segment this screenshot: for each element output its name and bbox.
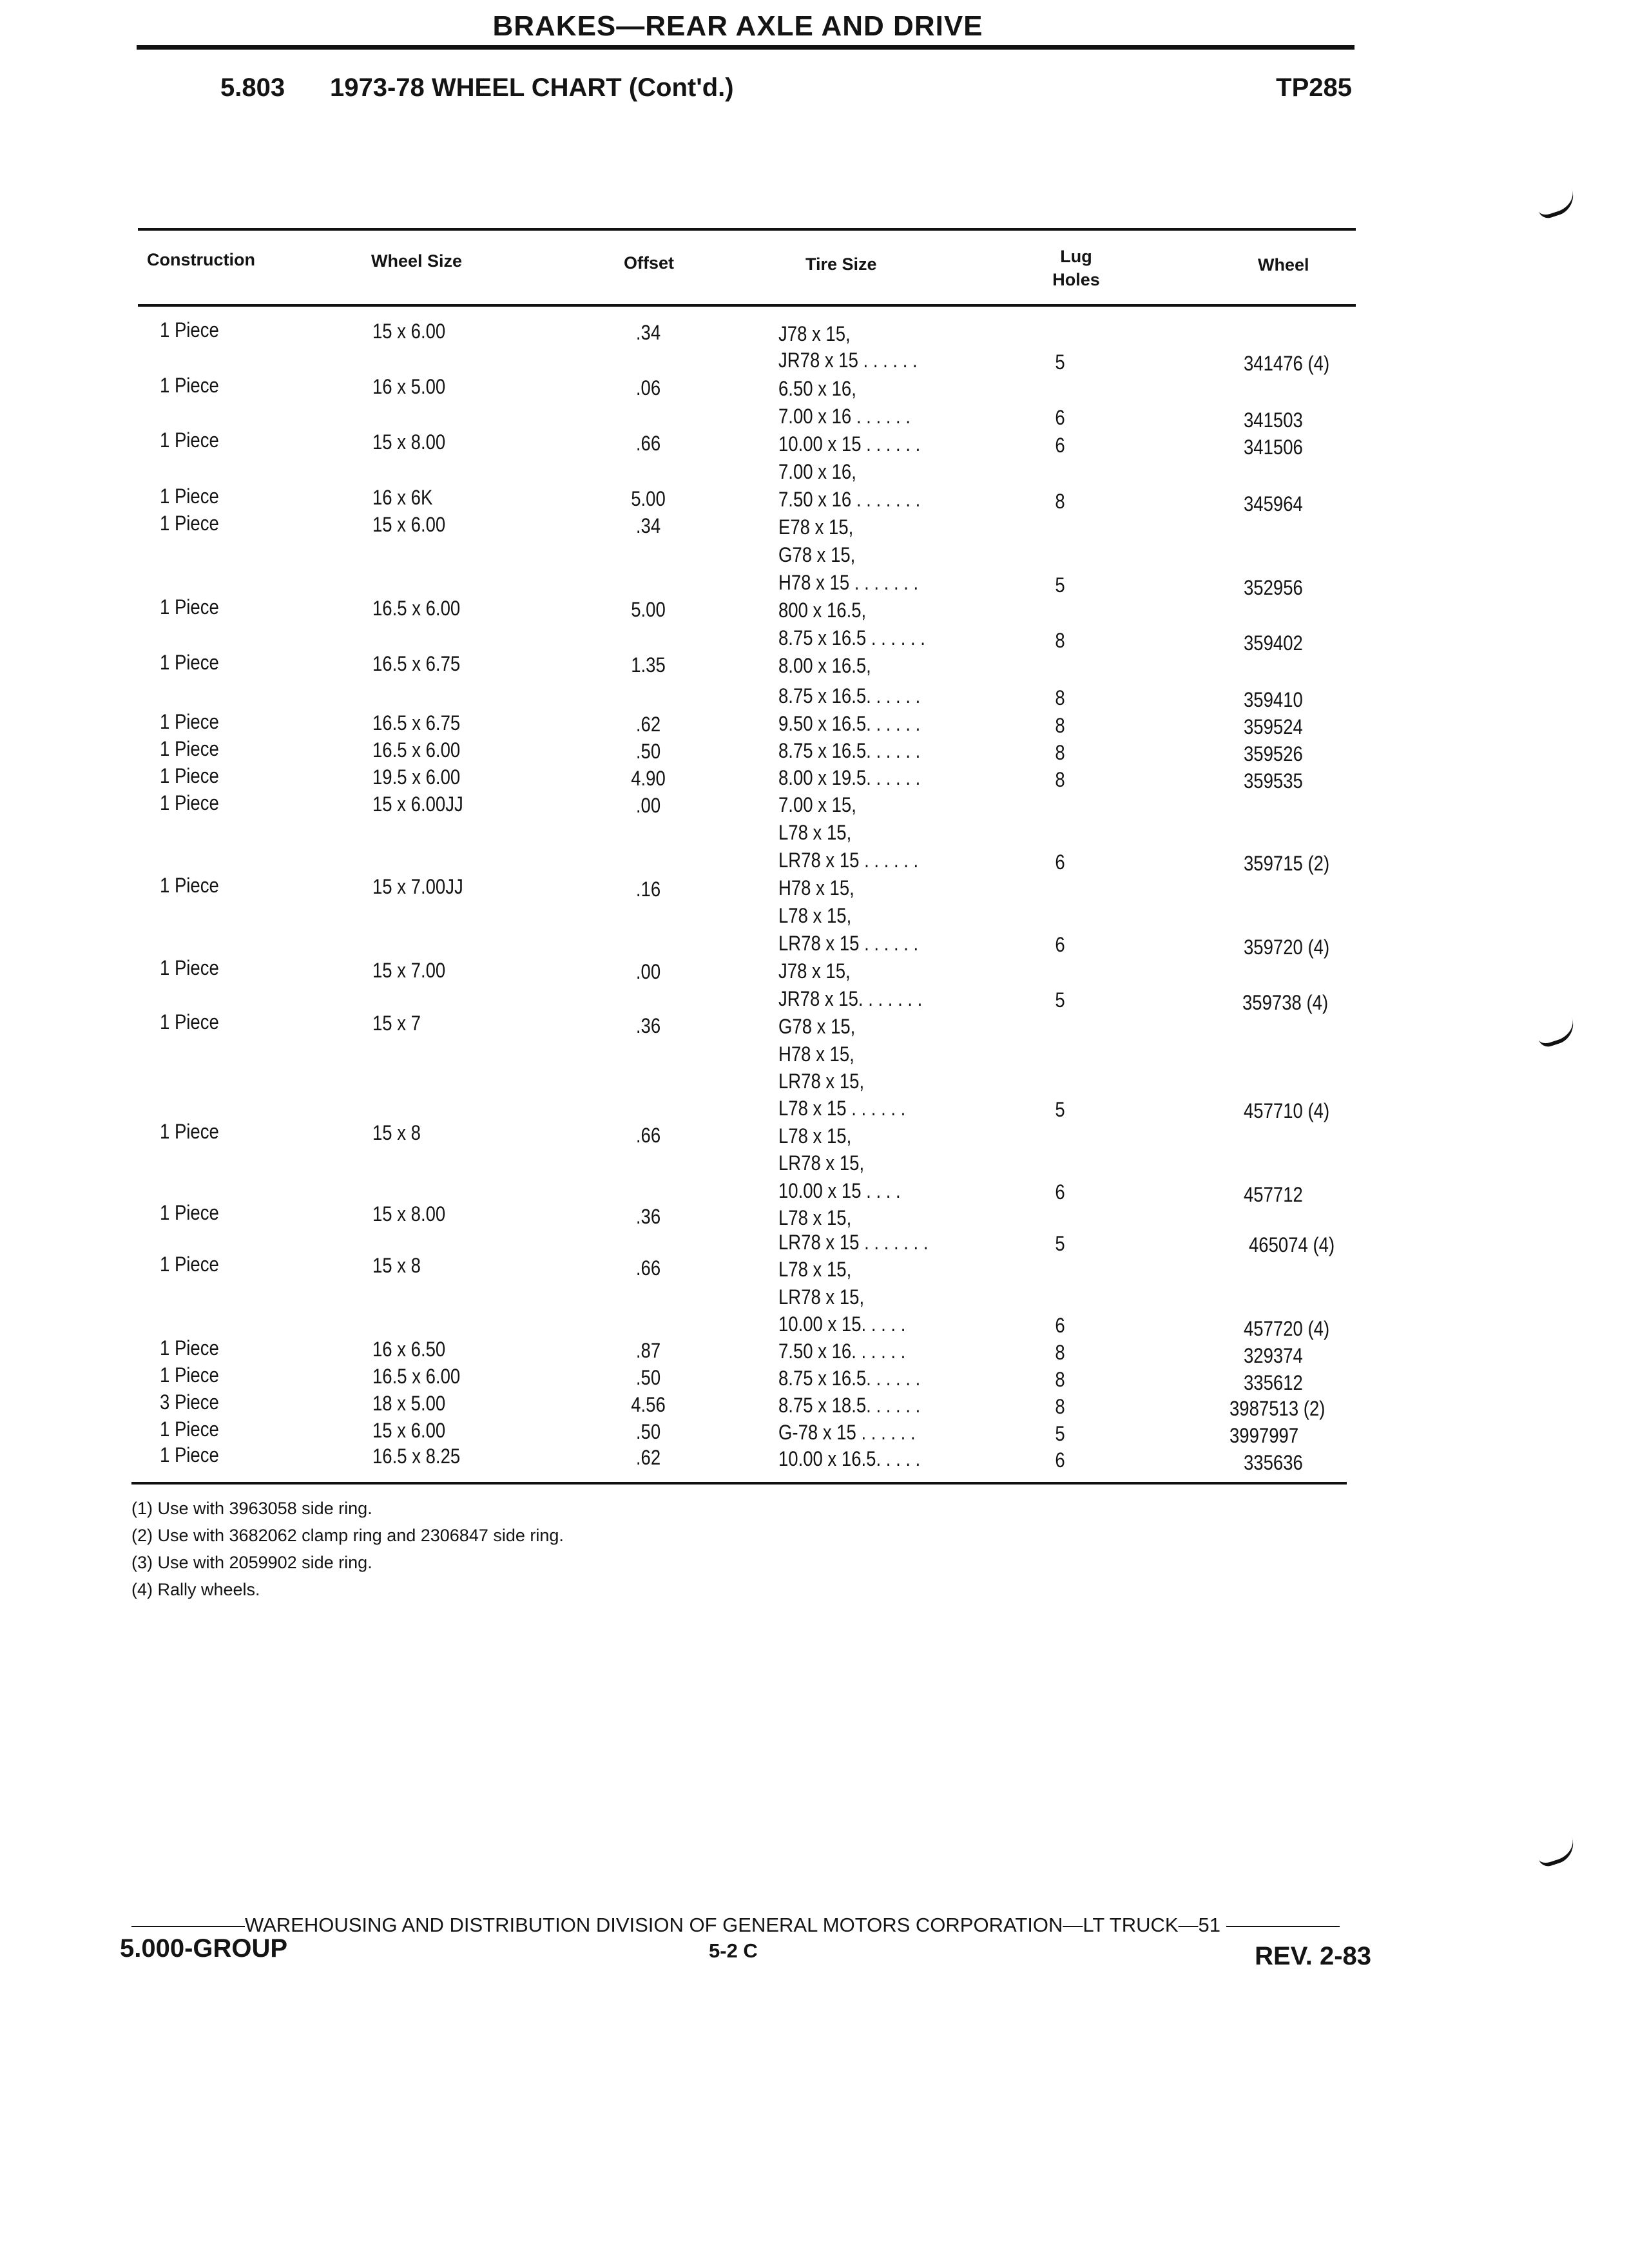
- footnote: (1) Use with 3963058 side ring.: [131, 1499, 372, 1518]
- offset-cell: .00: [635, 794, 661, 817]
- wheel-size-cell: 15 x 7.00JJ: [372, 875, 463, 898]
- page-code: TP285: [1276, 73, 1352, 102]
- construction-cell: 1 Piece: [160, 512, 219, 535]
- wheel-size-cell: 15 x 6.00: [372, 320, 446, 343]
- footer-dash-right: [1226, 1926, 1340, 1927]
- wheel-size-cell: 16 x 6K: [372, 486, 433, 509]
- tire-size-cell: L78 x 15,: [778, 1206, 852, 1229]
- table-header-rule: [138, 304, 1356, 307]
- tire-size-cell: 7.00 x 16 . . . . . .: [778, 405, 911, 428]
- wheel-part-cell: 341476 (4): [1244, 352, 1330, 375]
- margin-tick-mark: [1536, 1838, 1579, 1869]
- lug-holes-cell: 6: [1055, 850, 1065, 874]
- tire-size-cell: LR78 x 15,: [778, 1151, 865, 1175]
- wheel-part-cell: 457710 (4): [1244, 1099, 1330, 1122]
- wheel-part-cell: 465074 (4): [1249, 1233, 1335, 1256]
- wheel-part-cell: 457720 (4): [1244, 1317, 1330, 1340]
- tire-size-cell: 9.50 x 16.5. . . . . .: [778, 712, 921, 735]
- wheel-part-cell: 359715 (2): [1244, 852, 1330, 875]
- offset-cell: 1.35: [631, 653, 666, 677]
- wheel-size-cell: 15 x 8: [372, 1254, 421, 1277]
- footer-group: 5.000-GROUP: [120, 1934, 288, 1963]
- wheel-size-cell: 16.5 x 6.75: [372, 711, 461, 735]
- column-header-lug-holes: [1044, 245, 1108, 291]
- wheel-size-cell: 15 x 7.00: [372, 959, 446, 982]
- offset-cell: .34: [635, 321, 661, 344]
- wheel-size-cell: 16.5 x 6.75: [372, 652, 461, 675]
- tire-size-cell: LR78 x 15 . . . . . .: [778, 932, 919, 955]
- wheel-part-cell: 359524: [1244, 715, 1303, 738]
- tire-size-cell: LR78 x 15 . . . . . . .: [778, 1231, 929, 1254]
- tire-size-cell: L78 x 15 . . . . . .: [778, 1097, 906, 1120]
- wheel-size-cell: 16 x 6.50: [372, 1338, 446, 1361]
- footer-revision: REV. 2-83: [1255, 1942, 1371, 1970]
- lug-holes-cell: 5: [1055, 988, 1065, 1012]
- lug-holes-cell: 6: [1055, 1314, 1065, 1337]
- construction-cell: 1 Piece: [160, 791, 219, 814]
- tire-size-cell: 7.50 x 16 . . . . . . .: [778, 488, 921, 511]
- tire-size-cell: LR78 x 15,: [778, 1285, 865, 1309]
- margin-tick-mark: [1536, 189, 1579, 221]
- lug-holes-cell: 6: [1055, 1448, 1065, 1472]
- wheel-part-cell: 359410: [1244, 688, 1303, 711]
- tire-size-cell: 10.00 x 16.5. . . . .: [778, 1447, 921, 1470]
- wheel-part-cell: 329374: [1244, 1344, 1303, 1367]
- tire-size-cell: E78 x 15,: [778, 515, 854, 539]
- tire-size-cell: 8.00 x 16.5,: [778, 654, 871, 677]
- column-header-construction: Construction: [147, 250, 255, 269]
- lug-holes-cell: 5: [1055, 1232, 1065, 1255]
- column-header-lug-holes-line1: Lug: [1060, 247, 1092, 266]
- column-header-wheel-size: Wheel Size: [371, 251, 463, 271]
- wheel-part-cell: 3997997: [1229, 1424, 1299, 1447]
- offset-cell: 5.00: [631, 487, 666, 510]
- footer-dash-left: [131, 1926, 245, 1927]
- header-rule: [137, 45, 1354, 50]
- wheel-size-cell: 16.5 x 6.00: [372, 738, 461, 762]
- wheel-part-cell: 359738 (4): [1242, 991, 1329, 1014]
- table-top-rule: [138, 228, 1356, 231]
- offset-cell: .62: [635, 713, 661, 736]
- wheel-part-cell: 359402: [1244, 631, 1303, 655]
- tire-size-cell: LR78 x 15,: [778, 1070, 865, 1093]
- footer-publisher-text: WAREHOUSING AND DISTRIBUTION DIVISION OF GENERAL MOTORS CORPORATION—LT TRUCK—51: [245, 1914, 1221, 1936]
- wheel-part-cell: 341506: [1244, 436, 1303, 459]
- tire-size-cell: JR78 x 15 . . . . . .: [778, 349, 918, 372]
- construction-cell: 1 Piece: [160, 1010, 219, 1033]
- wheel-size-cell: 15 x 7: [372, 1012, 421, 1035]
- footer-page-number: 5-2 C: [709, 1939, 758, 1962]
- construction-cell: 1 Piece: [160, 764, 219, 787]
- lug-holes-cell: 6: [1055, 406, 1065, 429]
- construction-cell: 1 Piece: [160, 1443, 219, 1466]
- offset-cell: .36: [635, 1205, 661, 1228]
- construction-cell: 1 Piece: [160, 485, 219, 508]
- footnote: (4) Rally wheels.: [131, 1580, 260, 1599]
- wheel-size-cell: 16.5 x 6.00: [372, 1365, 461, 1388]
- offset-cell: .50: [635, 1420, 661, 1443]
- header-title: BRAKES—REAR AXLE AND DRIVE: [492, 10, 983, 42]
- column-header-wheel: Wheel: [1258, 255, 1309, 274]
- margin-tick-mark: [1536, 1018, 1579, 1050]
- wheel-size-cell: 19.5 x 6.00: [372, 765, 461, 789]
- tire-size-cell: 10.00 x 15 . . . .: [778, 1179, 901, 1202]
- wheel-size-cell: 16.5 x 6.00: [372, 597, 461, 620]
- offset-cell: .06: [635, 376, 661, 399]
- tire-size-cell: 800 x 16.5,: [778, 599, 867, 622]
- tire-size-cell: L78 x 15,: [778, 821, 852, 844]
- construction-cell: 1 Piece: [160, 1201, 219, 1224]
- lug-holes-cell: 8: [1055, 741, 1065, 764]
- offset-cell: .16: [635, 878, 661, 901]
- offset-cell: 4.90: [631, 767, 666, 790]
- section-number: 5.803: [220, 73, 285, 102]
- wheel-part-cell: 335612: [1244, 1371, 1303, 1394]
- offset-cell: .50: [635, 1366, 661, 1389]
- tire-size-cell: L78 x 15,: [778, 1258, 852, 1281]
- offset-cell: 5.00: [631, 598, 666, 621]
- construction-cell: 1 Piece: [160, 318, 219, 341]
- wheel-size-cell: 15 x 8.00: [372, 1202, 446, 1225]
- wheel-size-cell: 15 x 6.00: [372, 513, 446, 536]
- offset-cell: .36: [635, 1014, 661, 1037]
- construction-cell: 1 Piece: [160, 710, 219, 733]
- footnote: (2) Use with 3682062 clamp ring and 2306847 side ring.: [131, 1526, 564, 1545]
- offset-cell: .87: [635, 1339, 661, 1362]
- construction-cell: 1 Piece: [160, 1253, 219, 1276]
- construction-cell: 1 Piece: [160, 737, 219, 760]
- lug-holes-cell: 5: [1055, 573, 1065, 597]
- table-bottom-rule: [131, 1482, 1347, 1485]
- wheel-part-cell: 341503: [1244, 408, 1303, 432]
- construction-cell: 1 Piece: [160, 874, 219, 897]
- offset-cell: .66: [635, 432, 661, 455]
- wheel-part-cell: 359720 (4): [1244, 936, 1330, 959]
- tire-size-cell: J78 x 15,: [778, 322, 851, 345]
- wheel-part-cell: 359526: [1244, 742, 1303, 765]
- construction-cell: 1 Piece: [160, 956, 219, 979]
- wheel-size-cell: 16 x 5.00: [372, 375, 446, 398]
- construction-cell: 3 Piece: [160, 1390, 219, 1414]
- wheel-size-cell: 15 x 6.00: [372, 1419, 446, 1442]
- column-header-offset: Offset: [624, 253, 675, 273]
- wheel-part-cell: 457712: [1244, 1183, 1303, 1206]
- tire-size-cell: H78 x 15,: [778, 1043, 854, 1066]
- tire-size-cell: LR78 x 15 . . . . . .: [778, 849, 919, 872]
- tire-size-cell: 10.00 x 15 . . . . . .: [778, 432, 921, 456]
- tire-size-cell: 7.00 x 15,: [778, 793, 856, 816]
- footnote: (3) Use with 2059902 side ring.: [131, 1553, 372, 1572]
- lug-holes-cell: 5: [1055, 1422, 1065, 1445]
- wheel-part-cell: 359535: [1244, 769, 1303, 793]
- tire-size-cell: J78 x 15,: [778, 959, 851, 983]
- lug-holes-cell: 6: [1055, 933, 1065, 956]
- tire-size-cell: 7.50 x 16. . . . . .: [778, 1340, 906, 1363]
- tire-size-cell: L78 x 15,: [778, 904, 852, 927]
- tire-size-cell: 8.75 x 18.5. . . . . .: [778, 1394, 921, 1417]
- construction-cell: 1 Piece: [160, 428, 219, 452]
- construction-cell: 1 Piece: [160, 651, 219, 674]
- lug-holes-cell: 8: [1055, 629, 1065, 652]
- lug-holes-cell: 8: [1055, 714, 1065, 737]
- lug-holes-cell: 8: [1055, 1395, 1065, 1418]
- wheel-size-cell: 16.5 x 8.25: [372, 1445, 461, 1468]
- tire-size-cell: 8.75 x 16.5. . . . . .: [778, 1367, 921, 1390]
- construction-cell: 1 Piece: [160, 1336, 219, 1360]
- wheel-size-cell: 18 x 5.00: [372, 1392, 446, 1415]
- tire-size-cell: 7.00 x 16,: [778, 460, 856, 483]
- tire-size-cell: 8.75 x 16.5. . . . . .: [778, 739, 921, 762]
- lug-holes-cell: 5: [1055, 351, 1065, 374]
- section-title: 1973-78 WHEEL CHART (Cont'd.): [330, 73, 734, 102]
- tire-size-cell: H78 x 15 . . . . . . .: [778, 571, 919, 594]
- lug-holes-cell: 8: [1055, 768, 1065, 791]
- column-header-tire-size: Tire Size: [805, 255, 877, 274]
- lug-holes-cell: 8: [1055, 1341, 1065, 1364]
- tire-size-cell: 6.50 x 16,: [778, 377, 856, 400]
- tire-size-cell: 8.75 x 16.5. . . . . .: [778, 684, 921, 707]
- offset-cell: 4.56: [631, 1393, 666, 1416]
- lug-holes-cell: 6: [1055, 434, 1065, 457]
- tire-size-cell: L78 x 15,: [778, 1124, 852, 1148]
- column-header-lug-holes-line2: Holes: [1052, 270, 1100, 289]
- tire-size-cell: 8.75 x 16.5 . . . . . .: [778, 626, 925, 649]
- offset-cell: .34: [635, 514, 661, 537]
- construction-cell: 1 Piece: [160, 595, 219, 619]
- construction-cell: 1 Piece: [160, 1418, 219, 1441]
- lug-holes-cell: 8: [1055, 1368, 1065, 1391]
- tire-size-cell: G78 x 15,: [778, 1015, 856, 1038]
- tire-size-cell: H78 x 15,: [778, 876, 854, 899]
- lug-holes-cell: 8: [1055, 490, 1065, 513]
- wheel-size-cell: 15 x 6.00JJ: [372, 793, 463, 816]
- wheel-part-cell: 335636: [1244, 1451, 1303, 1474]
- lug-holes-cell: 6: [1055, 1180, 1065, 1204]
- offset-cell: .00: [635, 960, 661, 983]
- wheel-size-cell: 15 x 8: [372, 1121, 421, 1144]
- tire-size-cell: 10.00 x 15. . . . .: [778, 1312, 906, 1336]
- wheel-part-cell: 3987513 (2): [1229, 1397, 1325, 1420]
- offset-cell: .66: [635, 1124, 661, 1147]
- offset-cell: .50: [635, 740, 661, 763]
- tire-size-cell: G78 x 15,: [778, 543, 856, 566]
- wheel-part-cell: 352956: [1244, 576, 1303, 599]
- tire-size-cell: G-78 x 15 . . . . . .: [778, 1421, 916, 1444]
- footer-publisher-line: [131, 1914, 1340, 1937]
- offset-cell: .66: [635, 1256, 661, 1280]
- lug-holes-cell: 5: [1055, 1098, 1065, 1121]
- wheel-part-cell: 345964: [1244, 492, 1303, 515]
- lug-holes-cell: 8: [1055, 686, 1065, 709]
- tire-size-cell: JR78 x 15. . . . . . .: [778, 987, 923, 1010]
- wheel-size-cell: 15 x 8.00: [372, 430, 446, 454]
- construction-cell: 1 Piece: [160, 1363, 219, 1387]
- construction-cell: 1 Piece: [160, 374, 219, 397]
- construction-cell: 1 Piece: [160, 1120, 219, 1143]
- tire-size-cell: 8.00 x 19.5. . . . . .: [778, 766, 921, 789]
- offset-cell: .62: [635, 1446, 661, 1469]
